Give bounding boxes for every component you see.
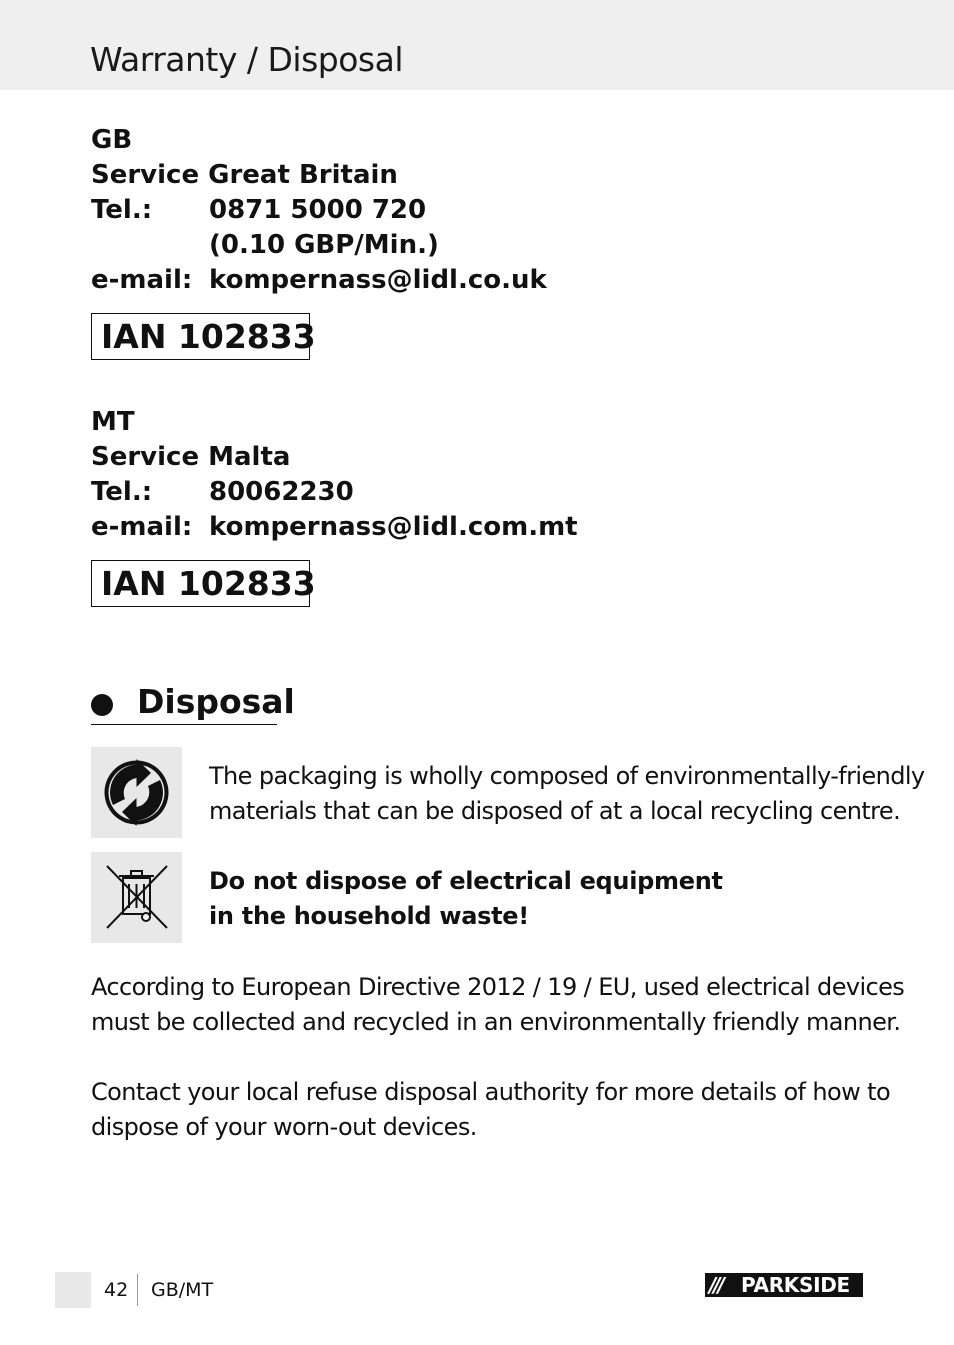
warning-text-line-2: in the household waste! bbox=[209, 902, 529, 930]
page-title: Warranty / Disposal bbox=[90, 40, 403, 79]
tel-label: Tel.: bbox=[91, 195, 153, 225]
service-mt-country: MT bbox=[91, 407, 135, 437]
disposal-heading bbox=[91, 682, 295, 725]
contact-text-line-1: Contact your local refuse disposal authority for more details of how to bbox=[91, 1078, 891, 1106]
brand-name: PARKSIDE bbox=[741, 1273, 850, 1297]
service-mt-email-row bbox=[91, 510, 578, 545]
warning-text-line-1: Do not dispose of electrical equipment bbox=[209, 867, 723, 895]
ian-box-gb bbox=[91, 313, 316, 360]
disposal-title: Disposal bbox=[137, 682, 295, 721]
packaging-text-line-1: The packaging is wholly composed of environmentally-friendly bbox=[209, 762, 925, 790]
directive-text-line-1: According to European Directive 2012 / 19 / EU, used electrical devices bbox=[91, 973, 905, 1001]
packaging-text-line-2: materials that can be disposed of at a local recycling centre. bbox=[209, 797, 901, 825]
brand-stripes: /// bbox=[709, 1273, 722, 1297]
crossed-out-wheelie-bin-icon bbox=[91, 852, 182, 943]
tel-value: 0871 5000 720 bbox=[209, 195, 427, 225]
tel-value: 80062230 bbox=[209, 477, 354, 507]
parkside-logo bbox=[705, 1273, 863, 1297]
ian-number: IAN 102833 bbox=[101, 564, 316, 603]
service-gb-tel-row bbox=[91, 193, 427, 228]
tel-rate: (0.10 GBP/Min.) bbox=[209, 230, 439, 260]
service-gb-country: GB bbox=[91, 125, 133, 155]
bullet-icon bbox=[91, 694, 113, 716]
email-label: e-mail: bbox=[91, 265, 193, 295]
service-gb-name: Service Great Britain bbox=[91, 160, 398, 190]
page-number: 42 bbox=[104, 1279, 129, 1301]
footer-square bbox=[55, 1272, 91, 1308]
email-label: e-mail: bbox=[91, 512, 193, 542]
email-value: kompernass@lidl.com.mt bbox=[209, 512, 578, 542]
service-gb-email-row bbox=[91, 263, 547, 298]
green-dot-recycling-icon bbox=[91, 747, 182, 838]
ian-number: IAN 102833 bbox=[101, 317, 316, 356]
footer-divider bbox=[137, 1274, 138, 1306]
footer-language: GB/MT bbox=[151, 1279, 214, 1301]
service-mt-tel-row bbox=[91, 475, 354, 510]
tel-label: Tel.: bbox=[91, 477, 153, 507]
service-mt-name: Service Malta bbox=[91, 442, 291, 472]
contact-text-line-2: dispose of your worn-out devices. bbox=[91, 1113, 477, 1141]
ian-box-mt bbox=[91, 560, 316, 607]
email-value: kompernass@lidl.co.uk bbox=[209, 265, 547, 295]
directive-text-line-2: must be collected and recycled in an environmentally friendly manner. bbox=[91, 1008, 901, 1036]
